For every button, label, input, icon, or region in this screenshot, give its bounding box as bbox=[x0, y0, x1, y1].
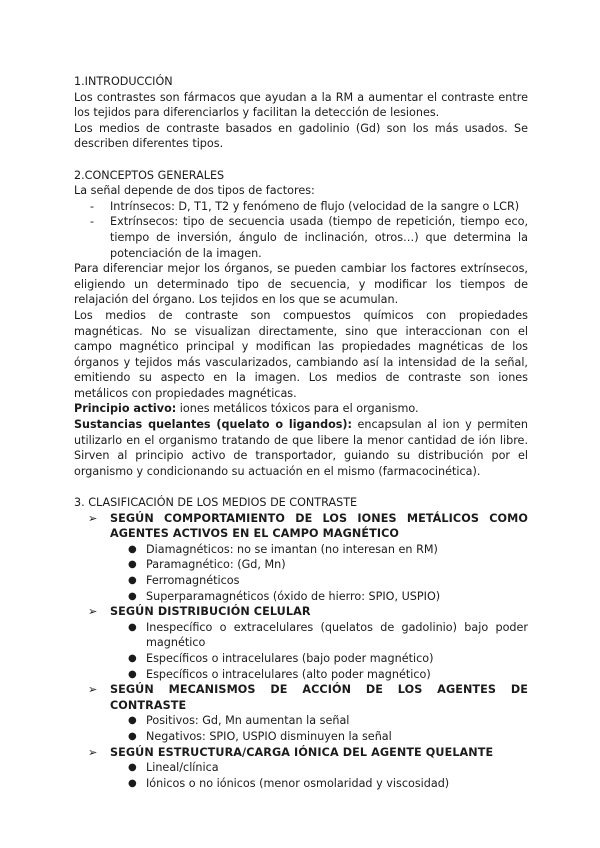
bullet-dot-icon: ● bbox=[128, 590, 137, 602]
concepts-lead: La señal depende de dos tipos de factores: bbox=[74, 184, 315, 198]
section-items bbox=[88, 542, 528, 604]
list-item: ● Iónicos o no iónicos (menor osmolaridad y viscosidad) bbox=[128, 776, 450, 790]
factor-item-intrinsic: - Intrínsecos: D, T1, T2 y fenómeno de flujo (velocidad de la sangre o LCR) bbox=[90, 199, 528, 215]
list-item: ● Inespecífico o extracelulares (quelatos de gadolinio) bajo poder magnético bbox=[128, 620, 528, 650]
list-item: ● Positivos: Gd, Mn aumentan la señal bbox=[128, 714, 350, 728]
factors-list bbox=[74, 199, 528, 261]
section-title: SEGÚN DISTRIBUCIÓN CELULAR bbox=[110, 605, 311, 619]
list-item: ● Lineal/clínica bbox=[128, 761, 219, 775]
arrow-bullet-icon: ➢ bbox=[88, 605, 98, 619]
bullet-dot-icon: ● bbox=[128, 621, 137, 633]
list-item: ● Superparamagnéticos (óxido de hierro: SPIO, USPIO) bbox=[128, 589, 441, 603]
section-items bbox=[88, 713, 528, 744]
chelating-label: Sustancias quelantes (quelato o ligandos): bbox=[74, 418, 353, 432]
section-title: SEGÚN ESTRUCTURA/CARGA IÓNICA DEL AGENTE QUELANTE bbox=[110, 745, 494, 759]
bullet-dot-icon: ● bbox=[128, 543, 137, 555]
chelating-text: encapsulan al ion y permiten utilizarlo en el organismo tratando de que libere la menor cantidad de ión libre. Sirven al principio activo de transportador, guiando su distribución por el organismo y condicionando su actuación en el mismo (farmacocinética). bbox=[74, 418, 528, 478]
bullet-dot-icon: ● bbox=[128, 652, 137, 664]
intro-paragraph-2: Los medios de contraste basados en gadolinio (Gd) son los más usados. Se describen diferentes tipos. bbox=[74, 121, 528, 151]
active-principle-text: iones metálicos tóxicos para el organismo. bbox=[176, 402, 419, 416]
bullet-dot-icon: ● bbox=[128, 762, 137, 774]
intro-heading: 1.INTRODUCCIÓN bbox=[74, 75, 173, 88]
spacer bbox=[74, 479, 528, 495]
bullet-dot-icon: ● bbox=[128, 668, 137, 680]
chelating-paragraph bbox=[74, 417, 528, 479]
contrast-media-paragraph: Los medios de contraste son compuestos químicos con propiedades magnéticas. No se visualizan directamente, sino que interaccionan con el campo magnético principal y modifican las propiedades magnéticas de los órganos y tejidos más vascularizados, cambiando así la intensidad de la señal, emitiendo su aspecto en la imagen. Los medios de contraste son iones metálicos con propiedades magnéticas. bbox=[74, 308, 528, 400]
active-principle-paragraph bbox=[74, 401, 528, 417]
bullet-dot-icon: ● bbox=[128, 777, 137, 789]
classification-section bbox=[88, 511, 528, 605]
concepts-heading: 2.CONCEPTOS GENERALES bbox=[74, 168, 225, 182]
spacer bbox=[74, 152, 528, 168]
bullet-dot-icon: ● bbox=[128, 559, 137, 571]
intro-paragraph-1: Los contrastes son fármacos que ayudan a la RM a aumentar el contraste entre los tejidos para diferenciarlos y facilitan la detección de lesiones. bbox=[74, 90, 528, 120]
differentiate-paragraph: Para diferenciar mejor los órganos, se pueden cambiar los factores extrínsecos, eligiendo un determinado tipo de secuencia, y modificar los tiempos de relajación del órgano. Los tejidos en los que se acumulan. bbox=[74, 262, 528, 307]
arrow-bullet-icon: ➢ bbox=[88, 511, 98, 525]
classification-sections bbox=[74, 511, 528, 792]
list-item: ● Negativos: SPIO, USPIO disminuyen la señal bbox=[128, 729, 392, 743]
list-item: ● Paramagnético: (Gd, Mn) bbox=[128, 558, 286, 572]
section-items bbox=[88, 760, 528, 791]
classification-section bbox=[88, 745, 528, 792]
section-items bbox=[88, 620, 528, 682]
section-title: SEGÚN COMPORTAMIENTO DE LOS IONES METÁLICOS COMO AGENTES ACTIVOS EN EL CAMPO MAGNÉTICO bbox=[110, 511, 528, 541]
bullet-dot-icon: ● bbox=[128, 715, 137, 727]
arrow-bullet-icon: ➢ bbox=[88, 683, 98, 697]
list-item: ● Específicos o intracelulares (alto poder magnético) bbox=[128, 667, 431, 681]
active-principle-label: Principio activo: bbox=[74, 402, 177, 416]
list-item: ● Específicos o intracelulares (bajo poder magnético) bbox=[128, 651, 434, 665]
arrow-bullet-icon: ➢ bbox=[88, 745, 98, 759]
classification-heading: 3. CLASIFICACIÓN DE LOS MEDIOS DE CONTRASTE bbox=[74, 496, 358, 510]
bullet-dot-icon: ● bbox=[128, 730, 137, 742]
classification-section bbox=[88, 682, 528, 744]
list-item: ● Ferromagnéticos bbox=[128, 574, 240, 587]
factor-item-extrinsic: - Extrínsecos: tipo de secuencia usada (tiempo de repetición, tiempo eco, tiempo de inversión, ángulo de inclinación, otros…) que determina la potenciación de la imagen. bbox=[90, 214, 528, 261]
list-item: ● Diamagnéticos: no se imantan (no interesan en RM) bbox=[128, 542, 438, 556]
section-title: SEGÚN MECANISMOS DE ACCIÓN DE LOS AGENTES DE CONTRASTE bbox=[110, 683, 528, 712]
bullet-dot-icon: ● bbox=[128, 575, 137, 586]
classification-section bbox=[88, 604, 528, 682]
